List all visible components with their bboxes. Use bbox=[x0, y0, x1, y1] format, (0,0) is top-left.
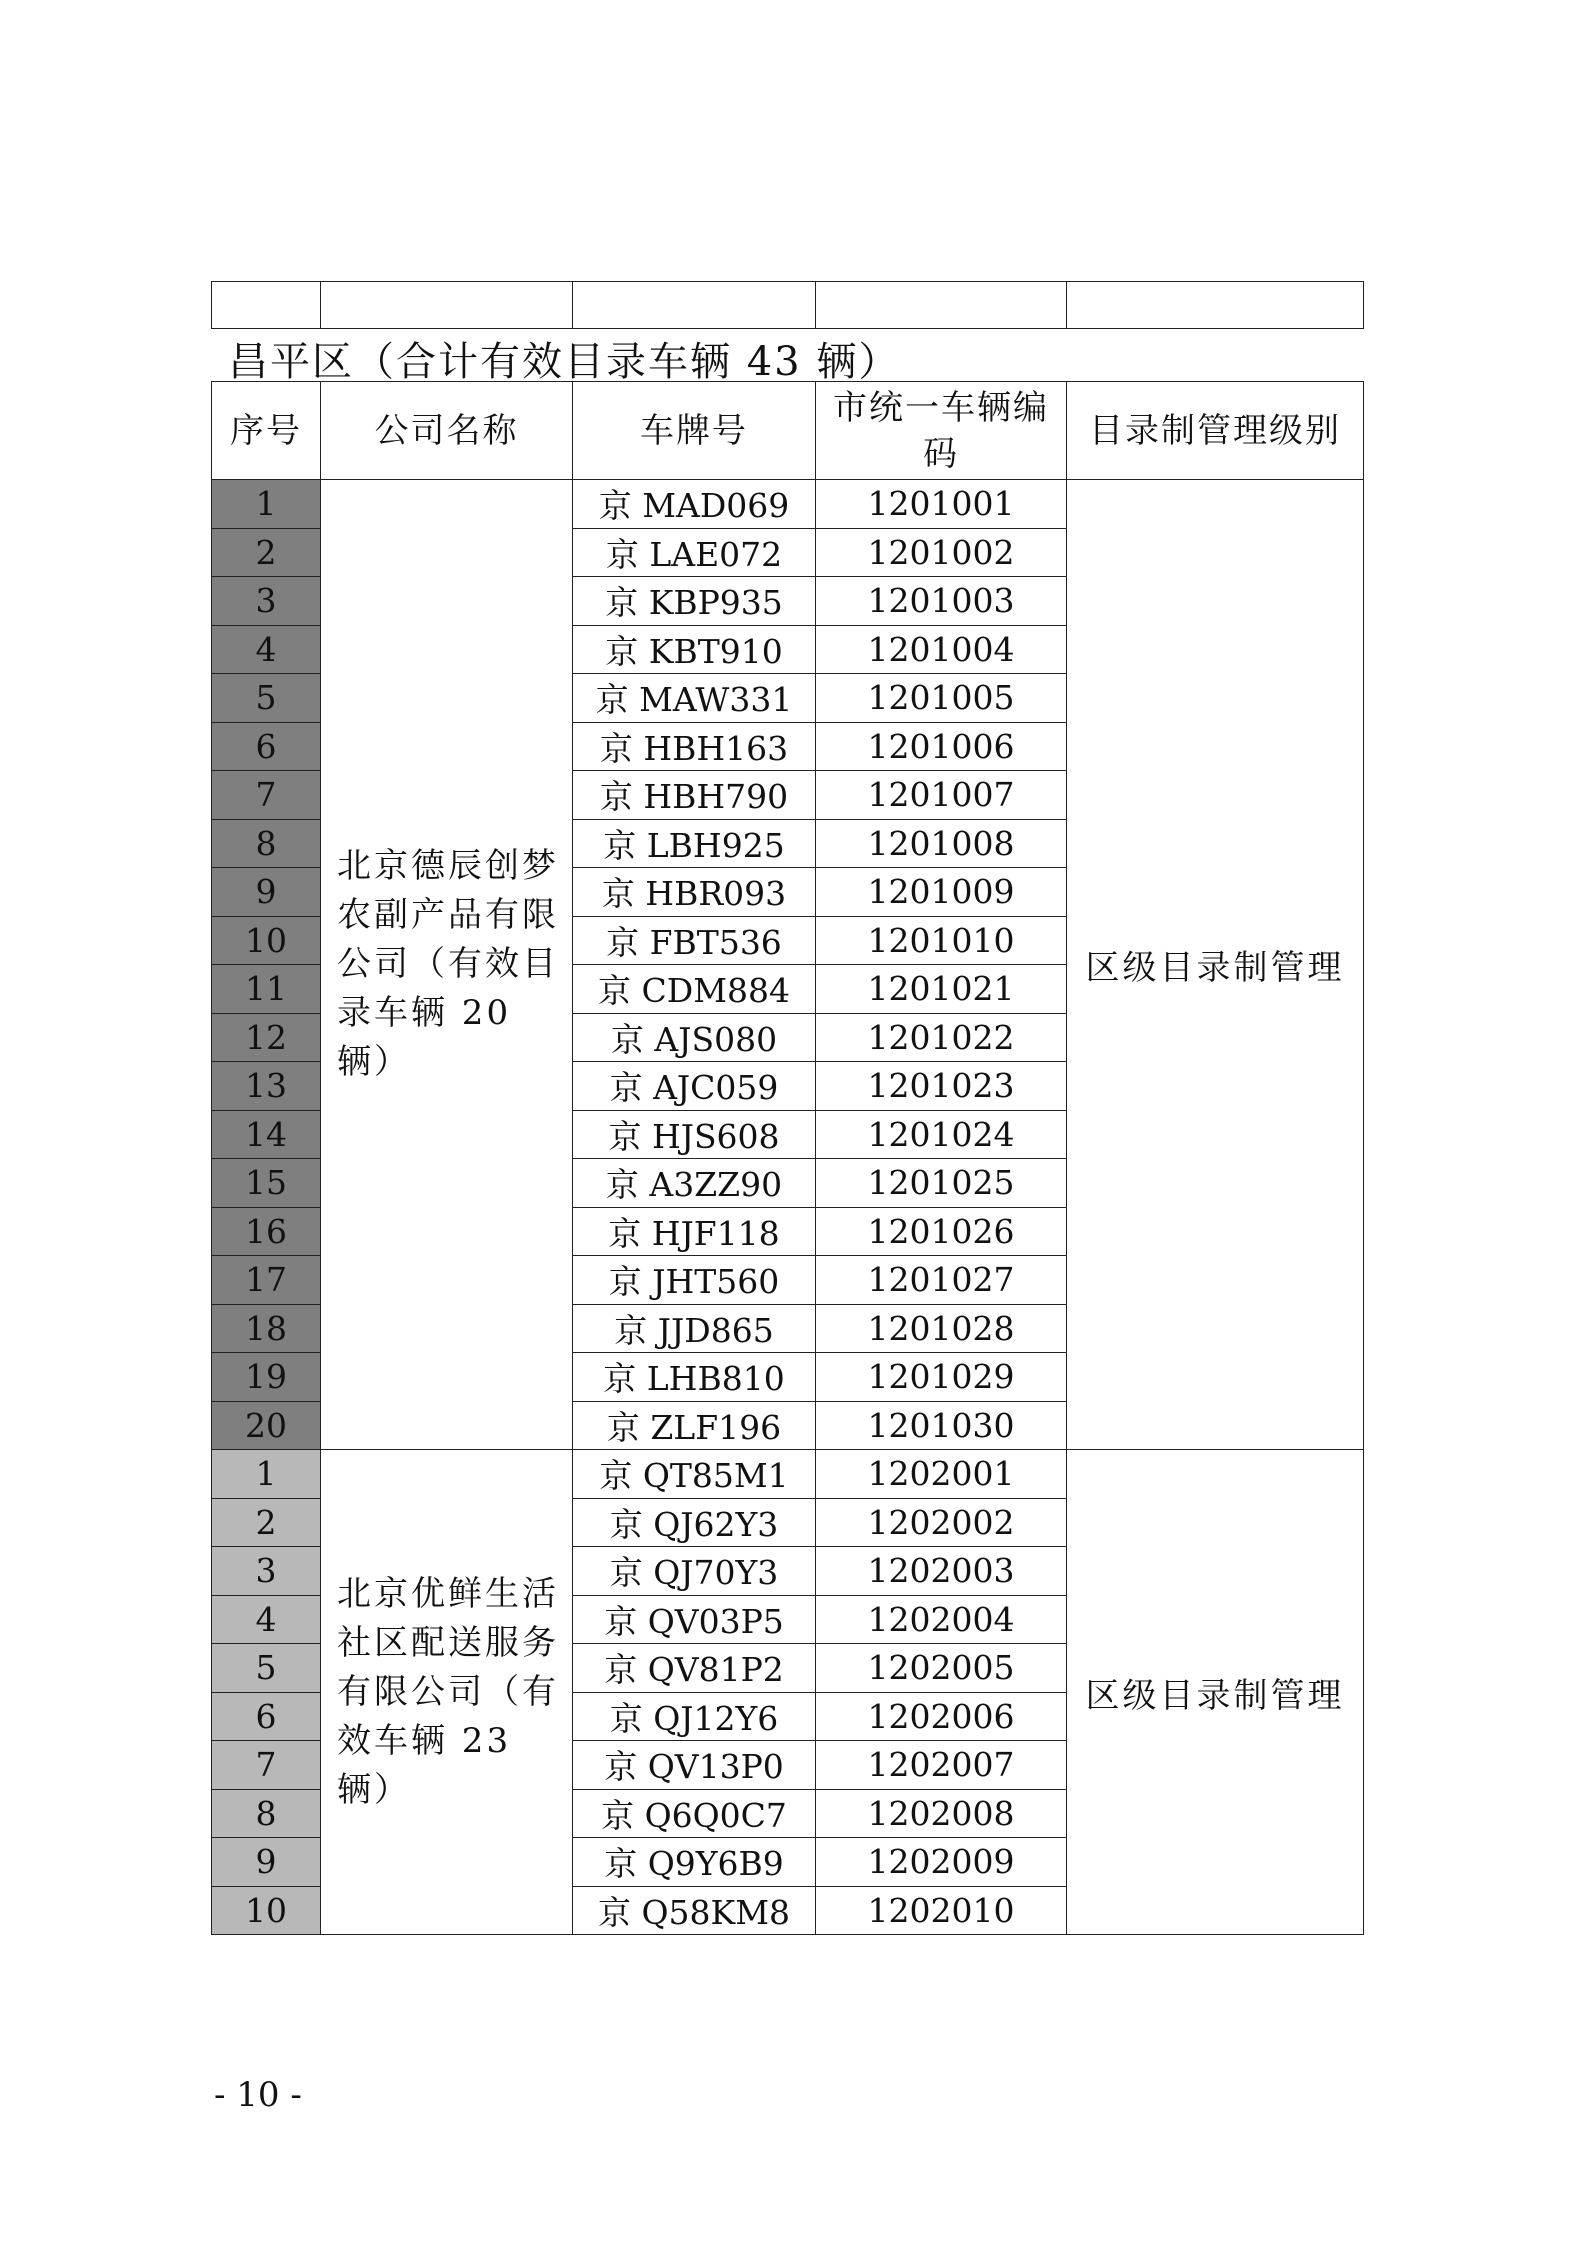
empty-cell bbox=[321, 282, 573, 329]
plate-cell: 京 HBH790 bbox=[573, 771, 816, 820]
plate-cell: 京 A3ZZ90 bbox=[573, 1159, 816, 1208]
plate-cell: 京 Q9Y6B9 bbox=[573, 1838, 816, 1887]
seq-cell: 9 bbox=[212, 868, 321, 917]
seq-cell: 6 bbox=[212, 722, 321, 771]
seq-cell: 5 bbox=[212, 1644, 321, 1693]
vehicle-code-cell: 1201001 bbox=[816, 480, 1067, 529]
plate-cell: 京 QV03P5 bbox=[573, 1595, 816, 1644]
seq-cell: 20 bbox=[212, 1401, 321, 1450]
vehicle-code-cell: 1201003 bbox=[816, 577, 1067, 626]
section-title: 昌平区（合计有效目录车辆 43 辆） bbox=[228, 339, 901, 385]
seq-cell: 5 bbox=[212, 674, 321, 723]
vehicle-code-cell: 1202009 bbox=[816, 1838, 1067, 1887]
empty-row bbox=[212, 282, 1364, 329]
vehicle-code-cell: 1201030 bbox=[816, 1401, 1067, 1450]
vehicle-code-cell: 1202004 bbox=[816, 1595, 1067, 1644]
plate-cell: 京 JJD865 bbox=[573, 1304, 816, 1353]
seq-cell: 10 bbox=[212, 916, 321, 965]
empty-cell bbox=[816, 282, 1067, 329]
plate-cell: 京 Q6Q0C7 bbox=[573, 1789, 816, 1838]
vehicle-code-cell: 1201029 bbox=[816, 1353, 1067, 1402]
header-company: 公司名称 bbox=[321, 382, 573, 480]
table-body bbox=[212, 480, 1364, 1935]
seq-cell: 9 bbox=[212, 1838, 321, 1887]
plate-cell: 京 HBH163 bbox=[573, 722, 816, 771]
vehicle-code-cell: 1202003 bbox=[816, 1547, 1067, 1596]
table-row bbox=[212, 480, 1364, 529]
plate-cell: 京 LHB810 bbox=[573, 1353, 816, 1402]
plate-cell: 京 HJF118 bbox=[573, 1207, 816, 1256]
plate-cell: 京 QJ62Y3 bbox=[573, 1498, 816, 1547]
seq-cell: 8 bbox=[212, 819, 321, 868]
plate-cell: 京 JHT560 bbox=[573, 1256, 816, 1305]
seq-cell: 12 bbox=[212, 1013, 321, 1062]
plate-cell: 京 HBR093 bbox=[573, 868, 816, 917]
header-plate: 车牌号 bbox=[573, 382, 816, 480]
vehicle-code-cell: 1202008 bbox=[816, 1789, 1067, 1838]
plate-cell: 京 LAE072 bbox=[573, 528, 816, 577]
previous-table-tail bbox=[211, 281, 1364, 329]
seq-cell: 3 bbox=[212, 577, 321, 626]
company-name: 北京德辰创梦农副产品有限公司（有效目录车辆 20 辆） bbox=[321, 480, 573, 1450]
plate-cell: 京 LBH925 bbox=[573, 819, 816, 868]
seq-cell: 1 bbox=[212, 1450, 321, 1499]
vehicle-table bbox=[211, 381, 1364, 1935]
page-number: - 10 - bbox=[214, 2075, 302, 2115]
seq-cell: 13 bbox=[212, 1062, 321, 1111]
vehicle-code-cell: 1201021 bbox=[816, 965, 1067, 1014]
plate-cell: 京 HJS608 bbox=[573, 1110, 816, 1159]
vehicle-code-cell: 1201004 bbox=[816, 625, 1067, 674]
vehicle-code-cell: 1201002 bbox=[816, 528, 1067, 577]
header-level: 目录制管理级别 bbox=[1067, 382, 1364, 480]
vehicle-code-cell: 1201027 bbox=[816, 1256, 1067, 1305]
seq-cell: 16 bbox=[212, 1207, 321, 1256]
vehicle-code-cell: 1201008 bbox=[816, 819, 1067, 868]
vehicle-code-cell: 1201006 bbox=[816, 722, 1067, 771]
vehicle-code-cell: 1201022 bbox=[816, 1013, 1067, 1062]
empty-cell bbox=[212, 282, 321, 329]
seq-cell: 15 bbox=[212, 1159, 321, 1208]
header-seq: 序号 bbox=[212, 382, 321, 480]
plate-cell: 京 AJC059 bbox=[573, 1062, 816, 1111]
header-row bbox=[212, 382, 1364, 480]
plate-cell: 京 QT85M1 bbox=[573, 1450, 816, 1499]
seq-cell: 2 bbox=[212, 528, 321, 577]
seq-cell: 11 bbox=[212, 965, 321, 1014]
company-name: 北京优鲜生活社区配送服务有限公司（有效车辆 23 辆） bbox=[321, 1450, 573, 1935]
seq-cell: 14 bbox=[212, 1110, 321, 1159]
plate-cell: 京 QJ12Y6 bbox=[573, 1692, 816, 1741]
empty-cell bbox=[1067, 282, 1364, 329]
plate-cell: 京 KBT910 bbox=[573, 625, 816, 674]
plate-cell: 京 MAW331 bbox=[573, 674, 816, 723]
vehicle-code-cell: 1202007 bbox=[816, 1741, 1067, 1790]
seq-cell: 19 bbox=[212, 1353, 321, 1402]
vehicle-code-cell: 1201005 bbox=[816, 674, 1067, 723]
table-row bbox=[212, 1450, 1364, 1499]
plate-cell: 京 FBT536 bbox=[573, 916, 816, 965]
vehicle-code-cell: 1201026 bbox=[816, 1207, 1067, 1256]
plate-cell: 京 Q58KM8 bbox=[573, 1886, 816, 1935]
seq-cell: 1 bbox=[212, 480, 321, 529]
vehicle-code-cell: 1201025 bbox=[816, 1159, 1067, 1208]
empty-cell bbox=[573, 282, 816, 329]
plate-cell: 京 QV81P2 bbox=[573, 1644, 816, 1693]
vehicle-code-cell: 1202005 bbox=[816, 1644, 1067, 1693]
vehicle-code-cell: 1202010 bbox=[816, 1886, 1067, 1935]
seq-cell: 7 bbox=[212, 771, 321, 820]
seq-cell: 6 bbox=[212, 1692, 321, 1741]
vehicle-code-cell: 1201007 bbox=[816, 771, 1067, 820]
plate-cell: 京 QV13P0 bbox=[573, 1741, 816, 1790]
seq-cell: 8 bbox=[212, 1789, 321, 1838]
vehicle-code-cell: 1201023 bbox=[816, 1062, 1067, 1111]
vehicle-code-cell: 1201009 bbox=[816, 868, 1067, 917]
vehicle-code-cell: 1201010 bbox=[816, 916, 1067, 965]
vehicle-code-cell: 1202006 bbox=[816, 1692, 1067, 1741]
seq-cell: 3 bbox=[212, 1547, 321, 1596]
seq-cell: 7 bbox=[212, 1741, 321, 1790]
plate-cell: 京 ZLF196 bbox=[573, 1401, 816, 1450]
plate-cell: 京 AJS080 bbox=[573, 1013, 816, 1062]
management-level: 区级目录制管理 bbox=[1067, 1450, 1364, 1935]
vehicle-code-cell: 1202002 bbox=[816, 1498, 1067, 1547]
vehicle-code-cell: 1201028 bbox=[816, 1304, 1067, 1353]
seq-cell: 17 bbox=[212, 1256, 321, 1305]
header-code: 市统一车辆编码 bbox=[816, 382, 1067, 480]
plate-cell: 京 KBP935 bbox=[573, 577, 816, 626]
vehicle-code-cell: 1201024 bbox=[816, 1110, 1067, 1159]
vehicle-code-cell: 1202001 bbox=[816, 1450, 1067, 1499]
seq-cell: 10 bbox=[212, 1886, 321, 1935]
management-level: 区级目录制管理 bbox=[1067, 480, 1364, 1450]
plate-cell: 京 QJ70Y3 bbox=[573, 1547, 816, 1596]
seq-cell: 18 bbox=[212, 1304, 321, 1353]
seq-cell: 4 bbox=[212, 1595, 321, 1644]
plate-cell: 京 MAD069 bbox=[573, 480, 816, 529]
seq-cell: 4 bbox=[212, 625, 321, 674]
seq-cell: 2 bbox=[212, 1498, 321, 1547]
plate-cell: 京 CDM884 bbox=[573, 965, 816, 1014]
